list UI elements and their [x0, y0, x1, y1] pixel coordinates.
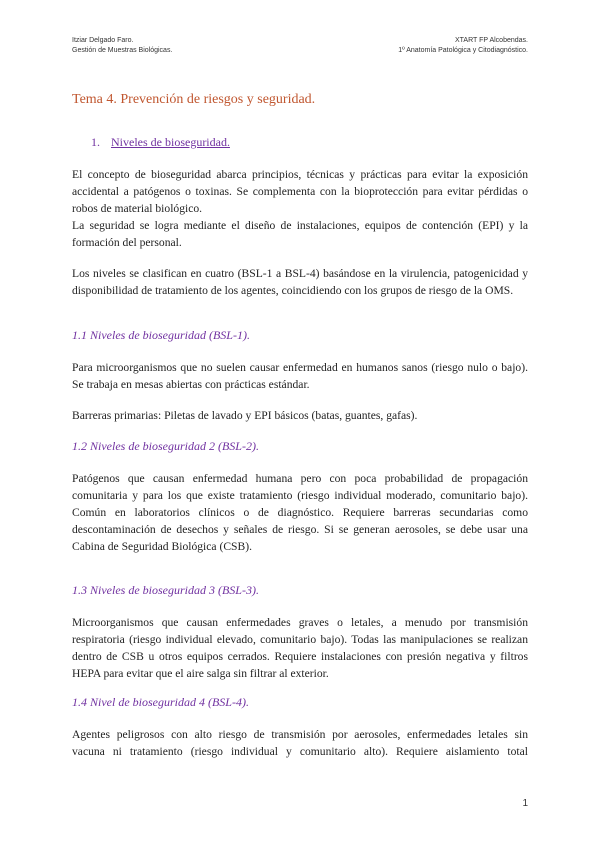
- bsl4-paragraph-line1: Agentes peligrosos con alto riesgo de transmisión por aerosoles, enfermedades letales sin: [72, 728, 528, 741]
- header-left: [72, 36, 172, 55]
- bsl4-heading: 1.4 Nivel de bioseguridad 4 (BSL-4).: [72, 695, 249, 709]
- intro-paragraph-2: Los niveles se clasifican en cuatro (BSL-1 a BSL-4) basándose en la virulencia, patogenicidad y disponibilidad de tratamiento de los agentes, coincidiendo con los grupos de riesgo de la OMS.: [72, 267, 528, 297]
- section-number: 1.: [91, 135, 100, 149]
- intro-paragraph-1: El concepto de bioseguridad abarca principios, técnicas y prácticas para evitar la exposición accidental a patógenos o toxinas. Se complementa con la bioprotección para evitar pérdidas o robos de material biológico.: [72, 168, 528, 215]
- bsl4-paragraph-line2: vacuna ni tratamiento (riesgo individual y comunitario alto). Requiere aislamiento total: [72, 745, 528, 758]
- bsl1-paragraph-1: Para microorganismos que no suelen causar enfermedad en humanos sanos (riesgo nulo o bajo). Se trabaja en mesas abiertas con prácticas estándar.: [72, 361, 528, 391]
- header-right: [398, 36, 528, 55]
- bsl1-heading: 1.1 Niveles de bioseguridad (BSL-1).: [72, 328, 250, 342]
- bsl2-paragraph-1: Patógenos que causan enfermedad humana pero con poca probabilidad de propagación comunitaria y para los que existe tratamiento (riesgo individual moderado, comunitario bajo). Común en laboratorios clínicos o de diagnóstico. Requiere barreras secundarias como descontaminación de desechos y señales de riesgo. Si se generan aerosoles, se debe usar una Cabina de Seguridad Biológica (CSB).: [72, 472, 528, 553]
- bsl3-heading: 1.3 Niveles de bioseguridad 3 (BSL-3).: [72, 583, 259, 597]
- section-label: Niveles de bioseguridad.: [111, 135, 230, 149]
- section-heading-1: [91, 135, 230, 150]
- header-course: 1º Anatomía Patológica y Citodiagnóstico.: [398, 46, 528, 54]
- page-number: 1: [522, 798, 528, 809]
- page-title: Tema 4. Prevención de riesgos y seguridad.: [72, 92, 316, 107]
- header-author: Itziar Delgado Faro.: [72, 37, 134, 44]
- intro-paragraph-1b-line2: formación del personal.: [72, 236, 182, 249]
- header-subject: Gestión de Muestras Biológicas.: [72, 46, 173, 54]
- header-school: XTART FP Alcobendas.: [454, 37, 528, 44]
- intro-paragraph-1b-line1: La seguridad se logra mediante el diseño de instalaciones, equipos de contención (EPI) y la: [72, 219, 528, 232]
- bsl2-heading: 1.2 Niveles de bioseguridad 2 (BSL-2).: [72, 439, 259, 453]
- bsl1-paragraph-2: Barreras primarias: Piletas de lavado y EPI básicos (batas, guantes, gafas).: [72, 409, 418, 422]
- bsl3-paragraph-1: Microorganismos que causan enfermedades graves o letales, a menudo por transmisión respiratoria (riesgo individual elevado, comunitario bajo). Todas las manipulaciones se realizan dentro de CSB u otros equipos cerrados. Requiere instalaciones con presión negativa y filtros HEPA para evitar que el aire salga sin filtrar al exterior.: [72, 616, 528, 680]
